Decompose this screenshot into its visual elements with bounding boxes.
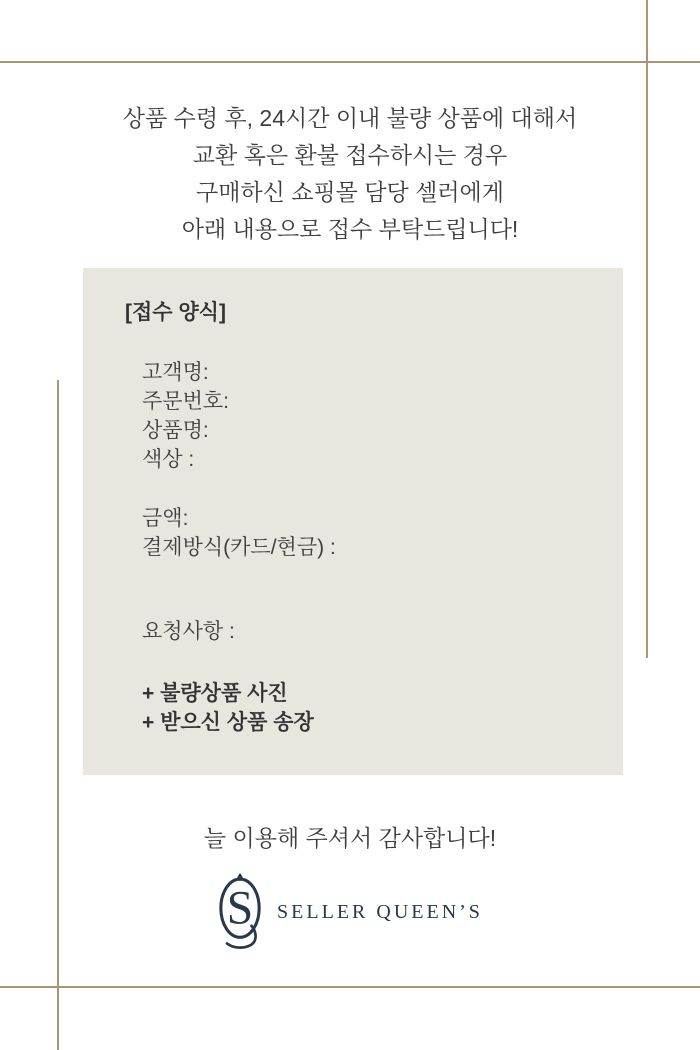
form-field-order-number: 주문번호: [142, 390, 229, 413]
intro-paragraph [0, 100, 700, 248]
submission-form-box [83, 268, 623, 775]
form-field-product-name: 상품명: [142, 419, 209, 442]
seller-queens-monogram-icon [217, 872, 263, 952]
form-field-amount: 금액: [142, 507, 189, 530]
intro-line-1: 상품 수령 후, 24시간 이내 불량 상품에 대해서 [122, 105, 578, 131]
intro-line-2: 교환 혹은 환불 접수하시는 경우 [192, 142, 508, 168]
form-field-invoice: + 받으신 상품 송장 [142, 711, 314, 734]
form-title: [접수 양식] [125, 301, 226, 324]
bottom-horizontal-accent-line [0, 986, 700, 988]
thank-you-text: 늘 이용해 주셔서 감사합니다! [203, 825, 497, 851]
intro-line-4: 아래 내용으로 접수 부탁드립니다! [181, 216, 519, 242]
brand-logo [0, 872, 700, 952]
svg-text:S: S [226, 882, 254, 935]
top-horizontal-accent-line [0, 61, 700, 63]
form-field-request: 요청사항 : [142, 620, 235, 643]
brand-wordmark: SELLER QUEEN’S [277, 900, 483, 923]
right-vertical-accent-line [646, 0, 648, 658]
intro-line-3: 구매하신 쇼핑몰 담당 셀러에게 [195, 179, 504, 205]
form-field-color: 색상 : [142, 448, 195, 471]
form-fields [142, 358, 593, 737]
form-field-defect-photo: + 불량상품 사진 [142, 682, 288, 705]
form-field-payment-method: 결제방식(카드/현금) : [142, 536, 336, 559]
form-field-customer-name: 고객명: [142, 361, 209, 384]
